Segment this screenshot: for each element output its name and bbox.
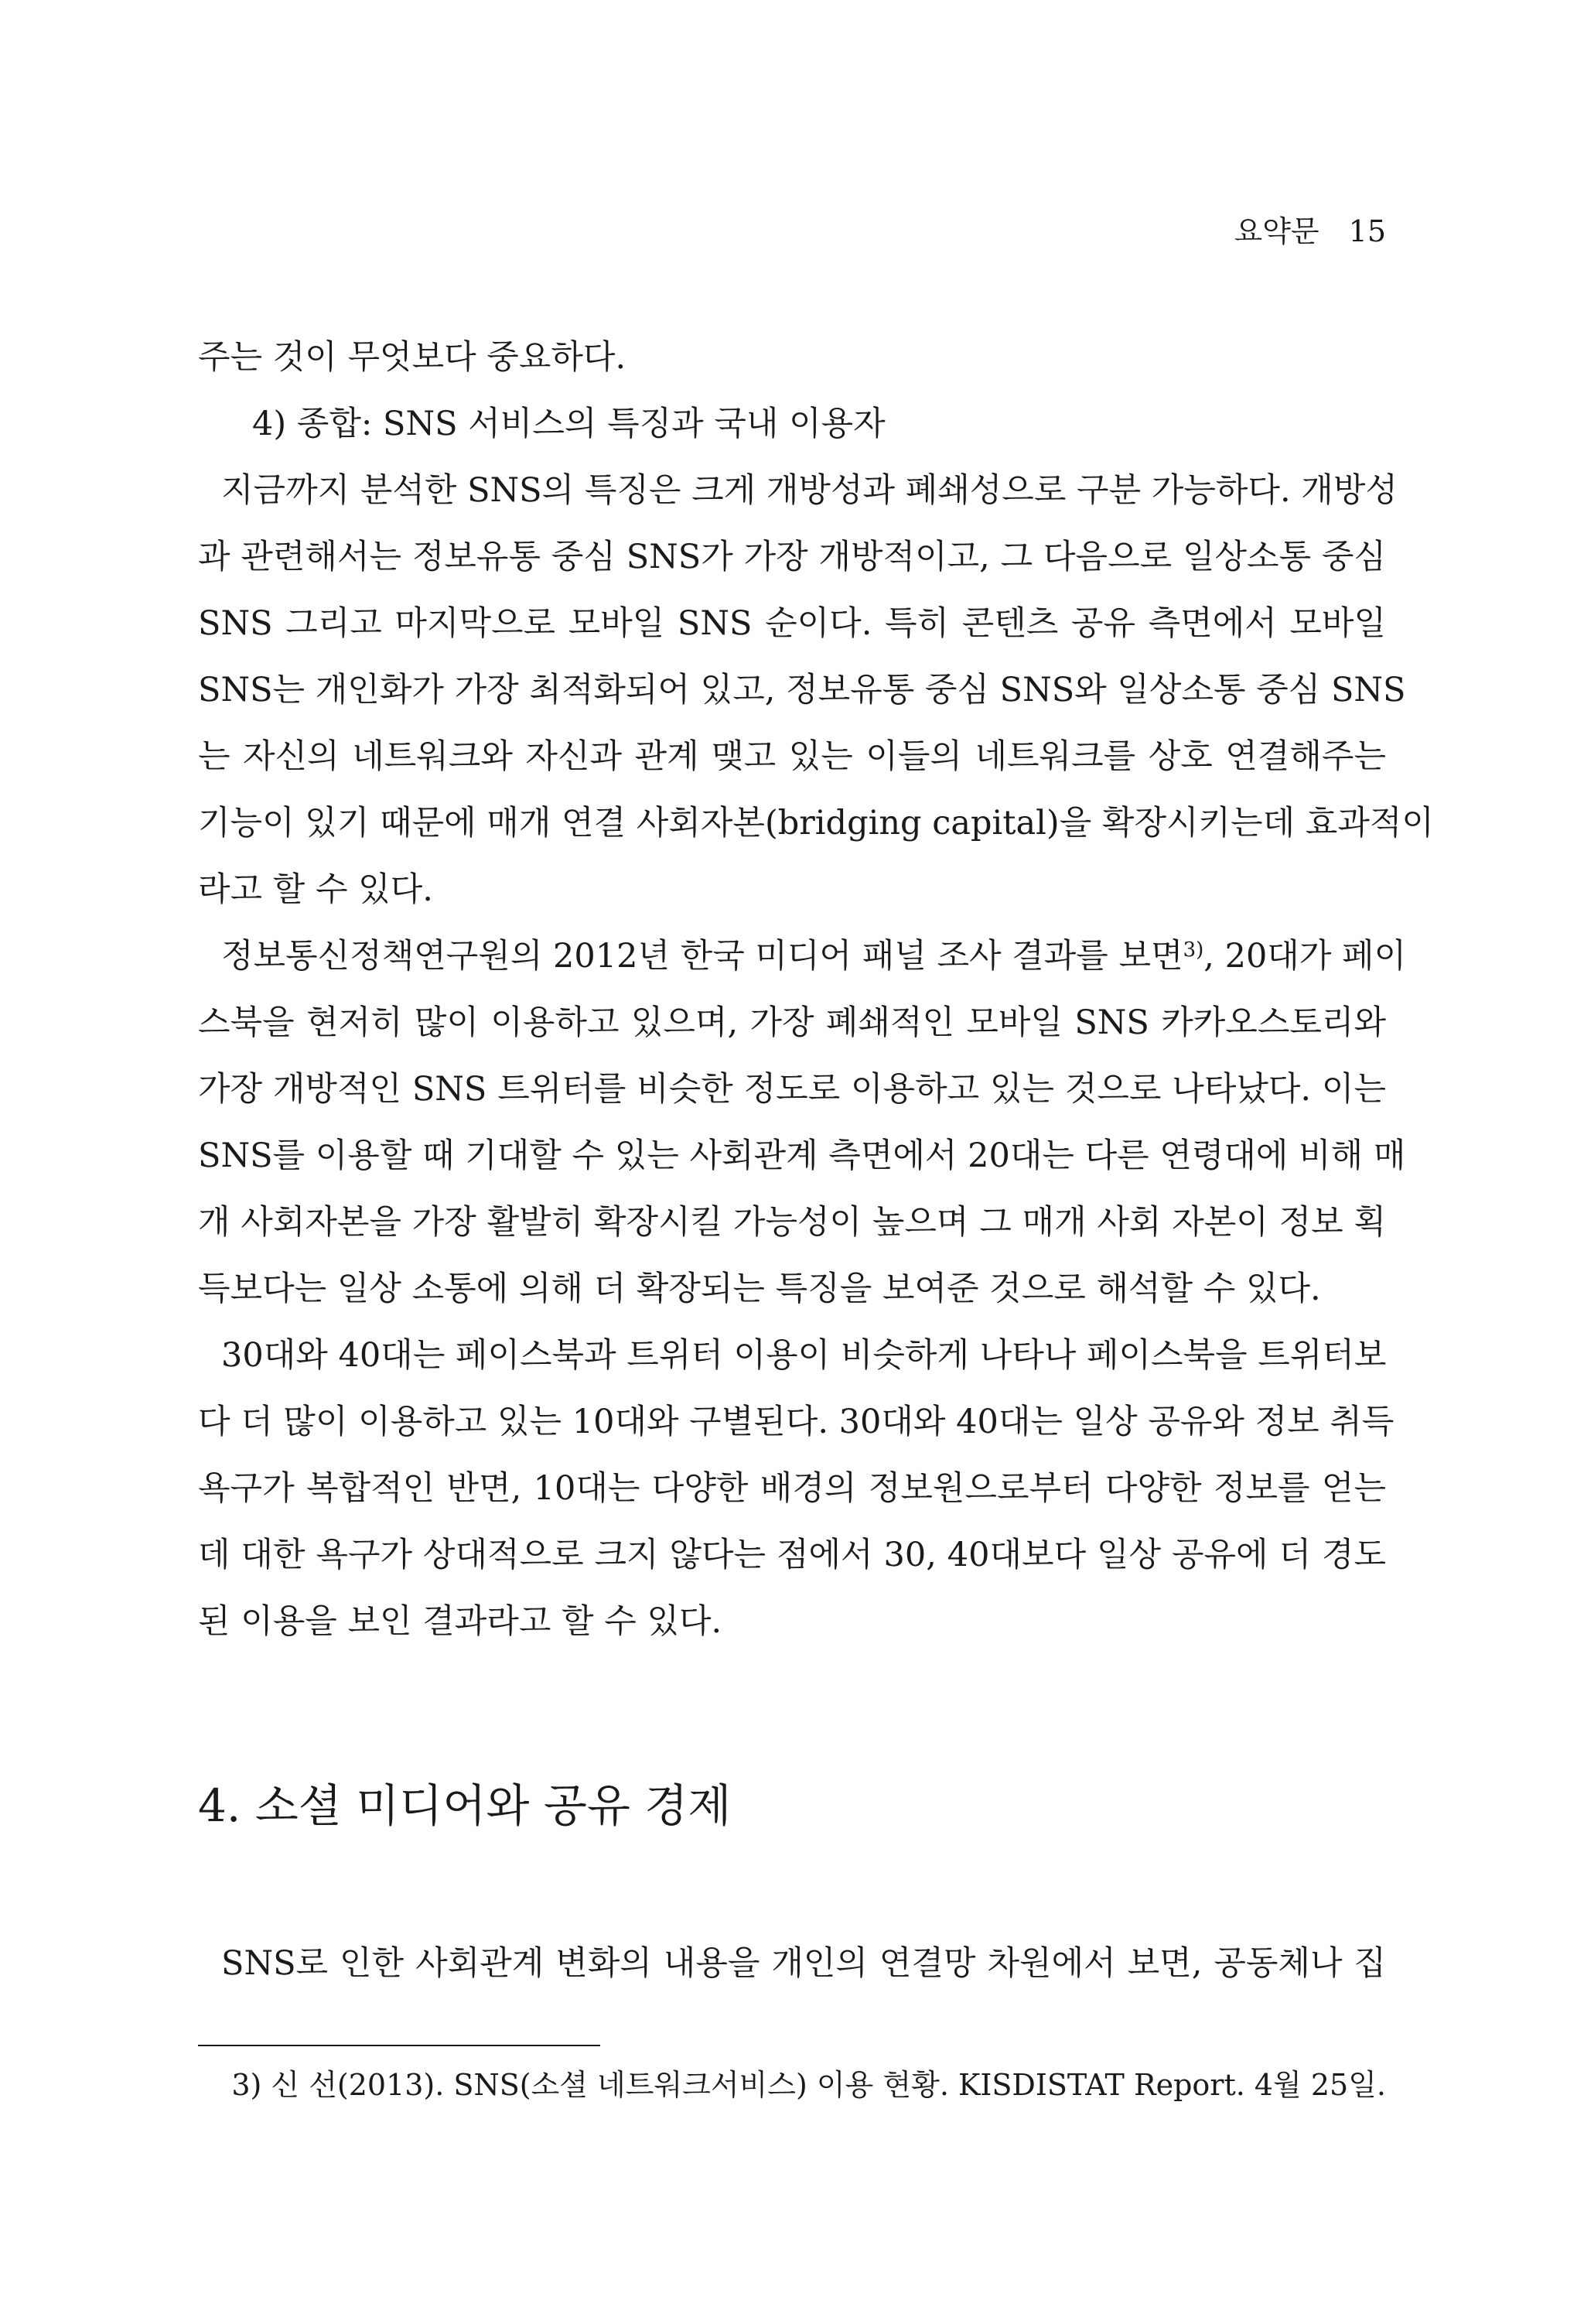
running-header <box>1234 207 1386 250</box>
body-line: SNS는 개인화가 가장 최적화되어 있고, 정보유통 중심 SNS와 일상소통 중심 SNS <box>198 671 1406 709</box>
body-line: 스북을 현저히 많이 이용하고 있으며, 가장 폐쇄적인 모바일 SNS 카카오스토리와 <box>198 1003 1386 1042</box>
subsection-title: 4) 종합: SNS 서비스의 특징과 국내 이용자 <box>252 405 886 443</box>
body-line: 과 관련해서는 정보유통 중심 SNS가 가장 개방적이고, 그 다음으로 일상소통 중심 <box>198 538 1386 576</box>
body-line: 가장 개방적인 SNS 트위터를 비슷한 정도로 이용하고 있는 것으로 나타났다. 이는 <box>198 1070 1386 1109</box>
page-number: 15 <box>1348 214 1386 248</box>
body-line: 라고 할 수 있다. <box>198 870 433 909</box>
body-text: , 20대가 페이 <box>1203 937 1407 976</box>
footnote: 3) 신 선(2013). SNS(소셜 네트워크서비스) 이용 현황. KISDISTAT Report. 4월 25일. <box>231 2068 1386 2102</box>
body-line: SNS 그리고 마지막으로 모바일 SNS 순이다. 특히 콘텐츠 공유 측면에서 모바일 <box>198 604 1386 643</box>
body-line: 30대와 40대는 페이스북과 트위터 이용이 비슷하게 나타나 페이스북을 트위터보 <box>221 1336 1387 1375</box>
body-line: 득보다는 일상 소통에 의해 더 확장되는 특징을 보여준 것으로 해석할 수 있다. <box>198 1270 1321 1308</box>
body-line: 는 자신의 네트워크와 자신과 관계 맺고 있는 이들의 네트워크를 상호 연결해주는 <box>198 737 1386 776</box>
body-text: 정보통신정책연구원의 2012년 한국 미디어 패널 조사 결과를 보면 <box>221 937 1183 976</box>
body-line: SNS로 인한 사회관계 변화의 내용을 개인의 연결망 차원에서 보면, 공동체나 집 <box>221 1944 1386 1983</box>
section-heading: 4. 소셜 미디어와 공유 경제 <box>198 1779 732 1832</box>
body-line: 주는 것이 무엇보다 중요하다. <box>198 338 626 377</box>
body-line: 지금까지 분석한 SNS의 특징은 크게 개방성과 폐쇄성으로 구분 가능하다. 개방성 <box>221 471 1398 510</box>
body-line: 다 더 많이 이용하고 있는 10대와 구별된다. 30대와 40대는 일상 공유와 정보 취득 <box>198 1403 1395 1441</box>
body-line: 기능이 있기 때문에 매개 연결 사회자본(bridging capital)을 확장시키는데 효과적이 <box>198 804 1434 842</box>
running-header-title: 요약문 <box>1234 214 1319 248</box>
body-line: 된 이용을 보인 결과라고 할 수 있다. <box>198 1602 722 1641</box>
body-line: 데 대한 욕구가 상대적으로 크지 않다는 점에서 30, 40대보다 일상 공유에 더 경도 <box>198 1536 1386 1574</box>
body-line: 욕구가 복합적인 반면, 10대는 다양한 배경의 정보원으로부터 다양한 정보를 얻는 <box>198 1469 1386 1508</box>
footnote-divider <box>198 2045 600 2046</box>
footnote-reference: 3) <box>1183 938 1204 962</box>
body-line: SNS를 이용할 때 기대할 수 있는 사회관계 측면에서 20대는 다른 연령대에 비해 매 <box>198 1136 1406 1175</box>
body-line-with-footnote-ref <box>221 933 1407 979</box>
body-line: 개 사회자본을 가장 활발히 확장시킬 가능성이 높으며 그 매개 사회 자본이 정보 획 <box>198 1203 1386 1242</box>
